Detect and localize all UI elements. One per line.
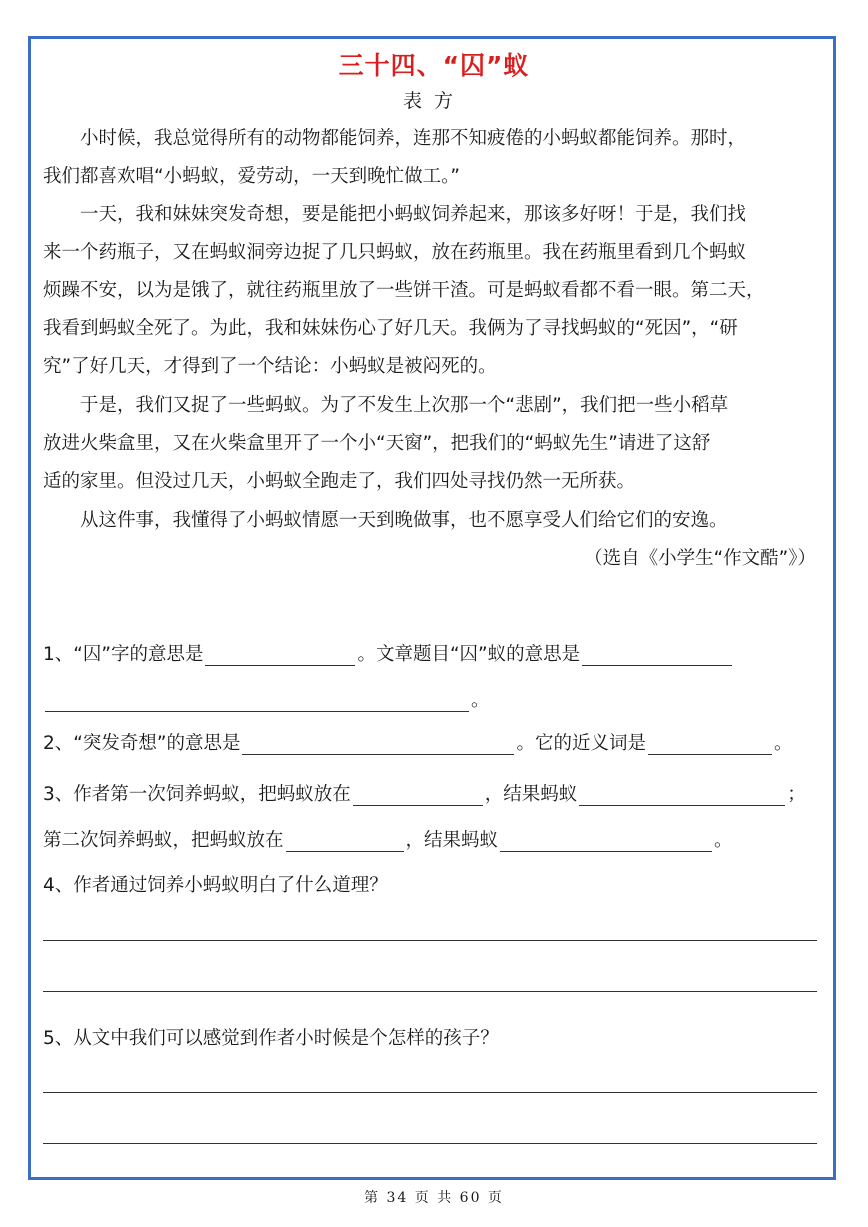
passage-line: 我看到蚂蚁全死了。为此，我和妹妹伤心了好几天。我俩为了寻找蚂蚁的“死因”，“研 [43, 318, 738, 339]
question-3-continued: 第二次饲养蚂蚁，把蚂蚁放在 ，结果蚂蚁 。 [43, 830, 733, 851]
question-1-continued: 。 [43, 686, 490, 712]
question-2: 2、“突发奇想”的意思是 。它的近义词是 。 [43, 733, 793, 754]
question-5: 5、从文中我们可以感觉到作者小时候是个怎样的孩子？ [43, 1028, 499, 1049]
answer-blank[interactable] [579, 785, 785, 806]
answer-line[interactable] [43, 991, 817, 992]
answer-blank[interactable] [353, 785, 483, 806]
answer-line[interactable] [43, 1092, 817, 1093]
answer-blank[interactable] [500, 831, 712, 852]
answer-blank[interactable] [205, 645, 355, 666]
passage-line: 我们都喜欢唱“小蚂蚁，爱劳动，一天到晚忙做工。” [43, 166, 460, 187]
answer-blank[interactable] [648, 734, 772, 755]
passage-line: 小时候，我总觉得所有的动物都能饲养，连那不知疲倦的小蚂蚁都能饲养。那时， [80, 128, 747, 149]
passage-line: 一天，我和妹妹突发奇想，要是能把小蚂蚁饲养起来，那该多好呀！于是，我们找 [80, 204, 747, 225]
article-author: 表方 [402, 90, 465, 112]
passage-line: 从这件事，我懂得了小蚂蚁情愿一天到晚做事，也不愿享受人们给它们的安逸。 [80, 510, 728, 531]
passage-line: 适的家里。但没过几天，小蚂蚁全跑走了，我们四处寻找仍然一无所获。 [43, 471, 636, 492]
passage-line: 于是，我们又捉了一些蚂蚁。为了不发生上次那一个“悲剧”，我们把一些小稻草 [80, 395, 729, 416]
source-citation: （选自《小学生“作文酷”》） [584, 548, 816, 569]
passage-line: 烦躁不安，以为是饿了，就往药瓶里放了一些饼干渣。可是蚂蚁看都不看一眼。第二天， [43, 280, 765, 301]
passage-line: 究”了好几天，才得到了一个结论：小蚂蚁是被闷死的。 [43, 356, 497, 377]
question-4: 4、作者通过饲养小蚂蚁明白了什么道理？ [43, 875, 388, 896]
page-number-footer: 第 34 页 共 60 页 [364, 1190, 504, 1206]
answer-line[interactable] [43, 940, 817, 941]
article-title: 三十四、“囚”蚁 [338, 51, 530, 80]
question-3: 3、作者第一次饲养蚂蚁，把蚂蚁放在 ，结果蚂蚁 ； [43, 784, 806, 805]
answer-blank[interactable] [286, 831, 404, 852]
question-1: 1、“囚”字的意思是 。文章题目“囚”蚁的意思是 [43, 640, 734, 666]
passage-line: 放进火柴盒里，又在火柴盒里开了一个小“天窗”，把我们的“蚂蚁先生”请进了这舒 [43, 433, 711, 454]
answer-line[interactable] [43, 1143, 817, 1144]
answer-blank[interactable] [582, 645, 732, 666]
passage-line: 来一个药瓶子，又在蚂蚁洞旁边捉了几只蚂蚁，放在药瓶里。我在药瓶里看到几个蚂蚁 [43, 242, 747, 263]
answer-blank[interactable] [242, 734, 514, 755]
answer-blank[interactable] [45, 691, 469, 712]
